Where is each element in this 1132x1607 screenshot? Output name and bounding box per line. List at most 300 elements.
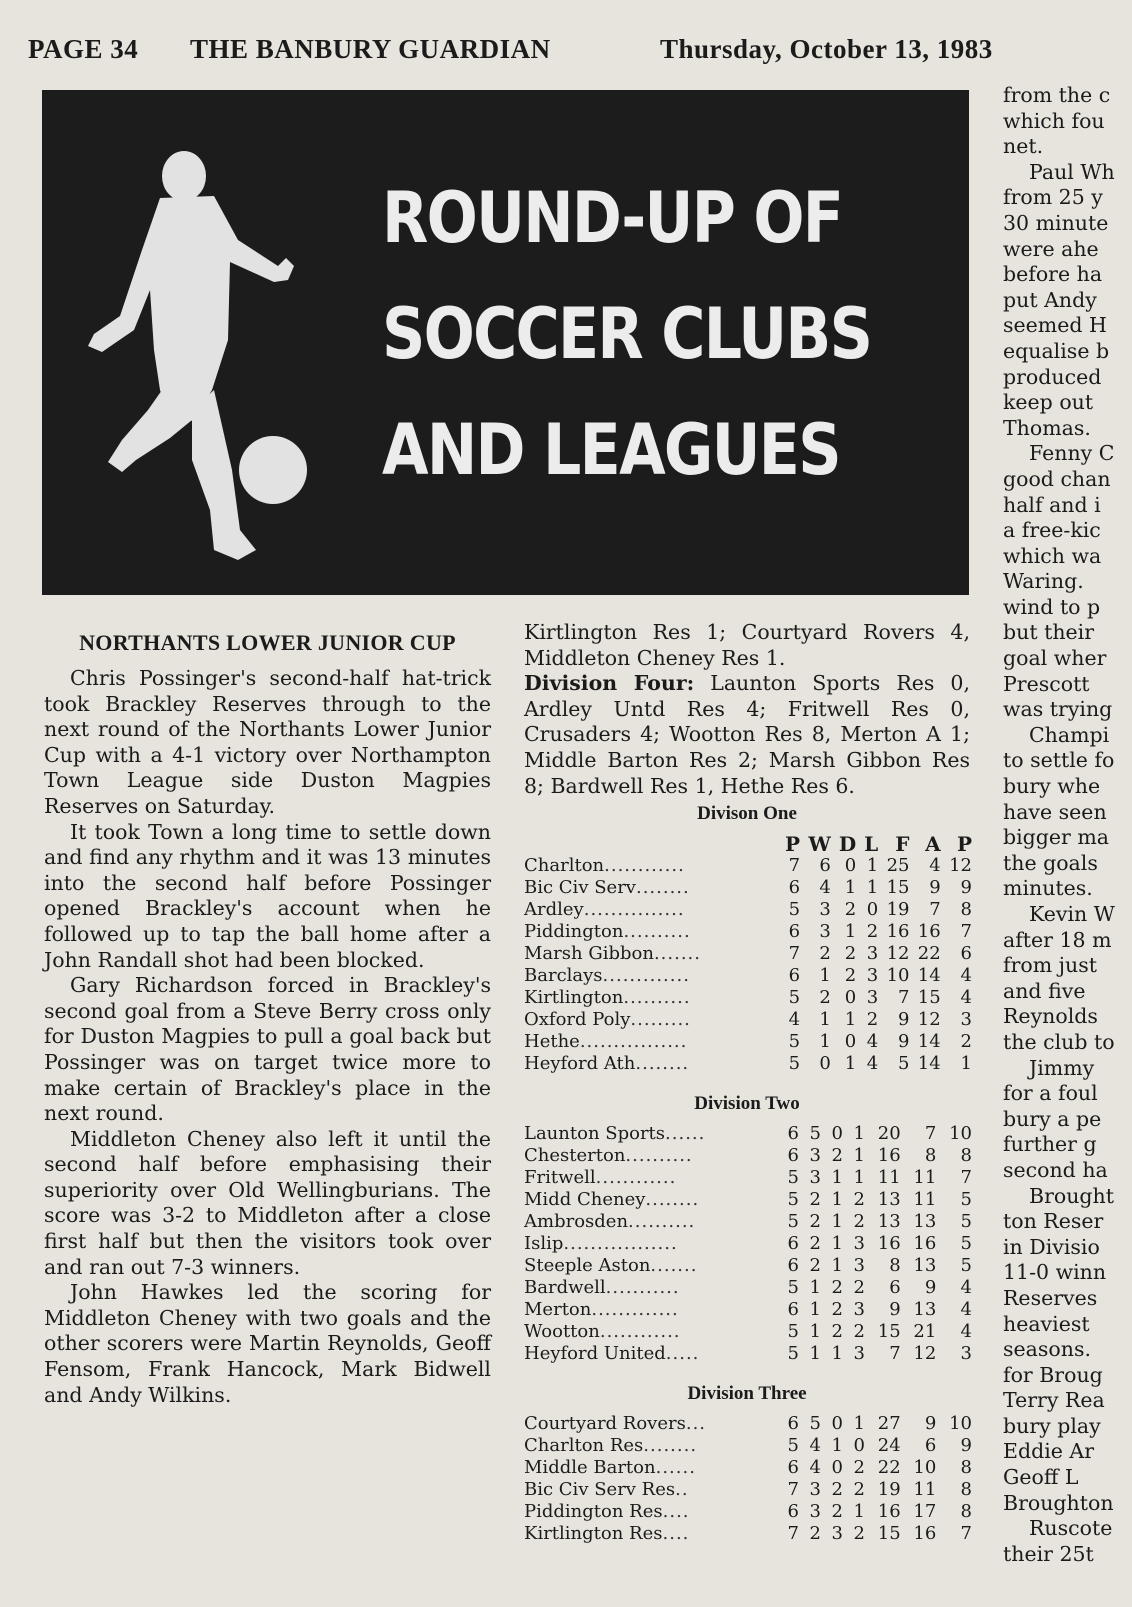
- column-line: from just: [1003, 953, 1098, 978]
- stat-cell: 6: [788, 877, 801, 899]
- stat-cell: 19: [877, 1479, 901, 1501]
- column-line: was trying: [1003, 697, 1113, 722]
- column-line: which wa: [1003, 543, 1102, 568]
- stat-cell: 16: [877, 1233, 901, 1255]
- stat-cell: 5: [960, 1233, 972, 1255]
- column-line: Kevin W: [1029, 902, 1115, 926]
- leader-dots: ............: [599, 1321, 681, 1343]
- column-line: equalise b: [1003, 338, 1110, 363]
- stat-cell: 2: [831, 1501, 843, 1523]
- stat-cell: 2: [809, 1189, 821, 1211]
- team-name: Wootton: [524, 1321, 600, 1343]
- stat-cell: 6: [788, 965, 801, 987]
- column-header: L: [864, 832, 879, 857]
- stat-cell: 13: [877, 1211, 901, 1233]
- stat-cell: 0: [831, 1413, 843, 1435]
- team-cell: [524, 1321, 784, 1343]
- team-name: Bardwell: [524, 1277, 606, 1299]
- table-row: [524, 1523, 979, 1545]
- column-line: after 18 m: [1003, 927, 1112, 952]
- stat-cell: 5: [787, 1435, 799, 1457]
- column-line: 30 minute: [1003, 210, 1109, 235]
- stat-cell: 6: [787, 1299, 799, 1321]
- column-line: Reynolds: [1003, 1004, 1098, 1029]
- team-name: Ambrosden: [524, 1211, 629, 1233]
- stat-cell: 11: [913, 1167, 937, 1189]
- stat-cell: 13: [913, 1299, 937, 1321]
- stat-cell: 1: [809, 1277, 821, 1299]
- stat-cell: 2: [844, 943, 857, 965]
- team-cell: [524, 1053, 784, 1075]
- stat-cell: 6: [787, 1501, 799, 1523]
- article-paragraph: Middleton Cheney also left it until the second half before emphasising their superiority over Old Wellingburians. The score was 3-2 to Middleton after a close first half but then the visitors took over and ran out 7-3 winners.: [44, 1126, 491, 1279]
- stat-cell: 1: [844, 1053, 857, 1075]
- stat-cell: 7: [788, 943, 801, 965]
- stat-cell: 3: [853, 1299, 865, 1321]
- column-line: which fou: [1003, 108, 1105, 133]
- stat-cell: 5: [787, 1321, 799, 1343]
- stat-cell: 1: [831, 1233, 843, 1255]
- column-line: Thomas.: [1003, 415, 1091, 440]
- column-line: Ruscote: [1029, 1516, 1113, 1541]
- stat-cell: 0: [831, 1457, 843, 1479]
- stat-cell: 25: [886, 855, 910, 877]
- stat-cell: 12: [949, 855, 972, 877]
- stat-cell: 9: [924, 1413, 937, 1435]
- table-row: [524, 1413, 979, 1435]
- column-line: produced: [1003, 364, 1102, 389]
- stat-cell: 4: [960, 1299, 972, 1321]
- team-name: Bic Civ Serv Res: [524, 1479, 676, 1501]
- stat-cell: 1: [866, 855, 879, 877]
- article-paragraph: Chris Possinger's second-half hat-trick took Brackley Reserves through to the next round of the Northants Lower Junior Cup with a 4-1 victory over Northampton Town League side Duston Magpies Reserves on Saturday.: [44, 666, 491, 818]
- stat-cell: 6: [787, 1457, 799, 1479]
- column-line: ton Reser: [1003, 1209, 1104, 1234]
- stat-cell: 8: [960, 1501, 972, 1523]
- banner-line-1: ROUND-UP OF: [382, 177, 843, 259]
- column-line: Reserves: [1003, 1285, 1098, 1310]
- stat-cell: 4: [960, 987, 972, 1009]
- column-line: Waring.: [1003, 569, 1084, 594]
- stat-cell: 17: [913, 1501, 937, 1523]
- table-row: [524, 877, 979, 899]
- stat-cell: 22: [917, 943, 941, 965]
- stat-cell: 3: [960, 1009, 972, 1031]
- stat-cell: 6: [960, 943, 972, 965]
- stat-cell: 1: [866, 877, 879, 899]
- stat-cell: 10: [886, 965, 910, 987]
- column-line: for Broug: [1003, 1362, 1103, 1387]
- leader-dots: ...............: [583, 899, 685, 921]
- stat-cell: 11: [913, 1479, 937, 1501]
- page-number: PAGE 34: [28, 34, 139, 64]
- stat-cell: 0: [853, 1435, 865, 1457]
- stat-cell: 4: [809, 1457, 821, 1479]
- table-row: [524, 1167, 979, 1189]
- column-line: before ha: [1003, 262, 1103, 287]
- stat-cell: 2: [853, 1211, 865, 1233]
- team-name: Midd Cheney: [524, 1189, 646, 1211]
- column-line: bury a pe: [1003, 1106, 1102, 1131]
- banner-line-3: AND LEAGUES: [382, 409, 840, 491]
- column-header: D: [838, 832, 857, 857]
- table-row: [524, 1435, 979, 1457]
- team-cell: [524, 1435, 784, 1457]
- column-line: seemed H: [1003, 313, 1107, 338]
- stat-cell: 4: [866, 1031, 879, 1053]
- team-cell: [524, 1031, 784, 1053]
- stat-cell: 1: [831, 1435, 843, 1457]
- stat-cell: 0: [831, 1123, 843, 1145]
- team-name: Fritwell: [524, 1167, 596, 1189]
- leader-dots: ...: [685, 1413, 707, 1435]
- table-row: [524, 965, 979, 987]
- stat-cell: 7: [788, 855, 801, 877]
- stat-cell: 15: [877, 1523, 901, 1545]
- column-line: Fenny C: [1029, 441, 1115, 466]
- stat-cell: 3: [831, 1523, 843, 1545]
- column-line: Broughton: [1003, 1490, 1114, 1515]
- table-row: [524, 1031, 979, 1053]
- team-cell: [524, 1523, 784, 1545]
- column-line: a free-kic: [1003, 518, 1101, 543]
- stat-cell: 16: [917, 921, 941, 943]
- stat-cell: 2: [853, 1457, 865, 1479]
- stat-cell: 1: [809, 1321, 821, 1343]
- stat-cell: 3: [809, 1501, 821, 1523]
- stat-cell: 4: [866, 1053, 879, 1075]
- team-name: Charlton Res: [524, 1435, 644, 1457]
- stat-cell: 7: [929, 899, 941, 921]
- team-cell: [524, 1277, 784, 1299]
- stat-cell: 2: [809, 1211, 821, 1233]
- stat-cell: 1: [853, 1123, 865, 1145]
- stat-cell: 2: [853, 1277, 865, 1299]
- stat-cell: 1: [819, 1009, 831, 1031]
- stat-cell: 16: [913, 1523, 937, 1545]
- team-name: Middle Barton: [524, 1457, 656, 1479]
- column-line: for a foul: [1003, 1081, 1098, 1106]
- league-table: [524, 833, 979, 1075]
- column-line: Prescott: [1003, 671, 1090, 696]
- column-line: to settle fo: [1003, 748, 1115, 773]
- stat-cell: 3: [866, 943, 879, 965]
- stat-cell: 3: [853, 1233, 865, 1255]
- stat-cell: 6: [924, 1435, 937, 1457]
- column-line: Champi: [1029, 722, 1110, 747]
- stat-cell: 8: [960, 1145, 972, 1167]
- column-line: Terry Rea: [1003, 1388, 1105, 1413]
- stat-cell: 4: [960, 1277, 972, 1299]
- issue-date: Thursday, October 13, 1983: [660, 34, 993, 64]
- stat-cell: 11: [913, 1189, 937, 1211]
- column-line: but their: [1003, 620, 1095, 645]
- column-header: P: [956, 832, 972, 857]
- team-cell: [524, 1123, 784, 1145]
- team-name: Hethe: [524, 1031, 580, 1053]
- division-four-label: Division Four:: [524, 671, 695, 696]
- stat-cell: 15: [886, 877, 910, 899]
- masthead: [28, 34, 1128, 65]
- stat-cell: 2: [809, 1233, 821, 1255]
- results-paragraph: Kirtlington Res 1; Courtyard Rovers 4, Middleton Cheney Res 1.: [524, 620, 970, 670]
- leader-dots: ............: [604, 855, 685, 877]
- stat-cell: 9: [898, 1031, 910, 1053]
- leader-dots: .............: [602, 965, 690, 987]
- team-name: Courtyard Rovers: [524, 1413, 686, 1435]
- team-cell: [524, 1413, 784, 1435]
- table-row: [524, 1145, 979, 1167]
- stat-cell: 2: [866, 921, 879, 943]
- leader-dots: ......: [655, 1457, 696, 1479]
- stat-cell: 2: [831, 1277, 843, 1299]
- league-table-title: Division Two: [694, 1093, 800, 1115]
- stat-cell: 6: [787, 1123, 799, 1145]
- stat-cell: 12: [913, 1343, 937, 1365]
- stat-cell: 10: [949, 1123, 972, 1145]
- stat-cell: 14: [917, 1053, 941, 1075]
- article-paragraph: John Hawkes led the scoring for Middleton Cheney with two goals and the other scorers were Martin Reynolds, Geoff Fensom, Frank Hancock, Mark Bidwell and Andy Wilkins.: [44, 1280, 491, 1407]
- stat-cell: 16: [877, 1145, 901, 1167]
- stat-cell: 1: [853, 1413, 865, 1435]
- stat-cell: 3: [853, 1343, 865, 1365]
- leader-dots: .......: [653, 943, 701, 965]
- team-cell: [524, 899, 784, 921]
- column-header: A: [925, 832, 941, 857]
- stat-cell: 21: [913, 1321, 937, 1343]
- leader-dots: ........: [635, 1053, 690, 1075]
- stat-cell: 2: [853, 1321, 865, 1343]
- stat-cell: 2: [831, 1145, 843, 1167]
- stat-cell: 8: [889, 1255, 901, 1277]
- stat-cell: 13: [877, 1189, 901, 1211]
- stat-cell: 4: [929, 855, 941, 877]
- stat-cell: 2: [831, 1299, 843, 1321]
- stat-cell: 16: [913, 1233, 937, 1255]
- stat-cell: 8: [960, 899, 972, 921]
- stat-cell: 1: [844, 1009, 857, 1031]
- leader-dots: ....: [662, 1501, 690, 1523]
- stat-cell: 3: [866, 987, 879, 1009]
- stat-cell: 5: [960, 1189, 972, 1211]
- stat-cell: 5: [788, 1031, 801, 1053]
- column-line: Geoff L: [1003, 1465, 1079, 1490]
- table-row: [524, 921, 979, 943]
- stat-cell: 2: [853, 1189, 865, 1211]
- stat-cell: 0: [844, 987, 857, 1009]
- stat-cell: 6: [788, 921, 801, 943]
- stat-cell: 1: [809, 1343, 821, 1365]
- stat-cell: 7: [889, 1343, 901, 1365]
- leader-dots: ..........: [623, 921, 691, 943]
- stat-cell: 2: [853, 1523, 865, 1545]
- stat-cell: 20: [877, 1123, 901, 1145]
- leader-dots: ..........: [623, 987, 691, 1009]
- stat-cell: 1: [831, 1255, 843, 1277]
- stat-cell: 1: [844, 877, 857, 899]
- stat-cell: 3: [809, 1145, 821, 1167]
- stat-cell: 7: [960, 1167, 972, 1189]
- stat-cell: 1: [809, 1299, 821, 1321]
- team-name: Charlton: [524, 855, 605, 877]
- team-name: Heyford United: [524, 1343, 666, 1365]
- stat-cell: 8: [924, 1145, 937, 1167]
- stat-cell: 6: [889, 1277, 901, 1299]
- team-name: Kirtlington Res: [524, 1523, 663, 1545]
- table-row: [524, 987, 979, 1009]
- article-column-2: [524, 620, 970, 1545]
- column-line: net.: [1003, 134, 1044, 159]
- column-line: 11-0 winn: [1003, 1260, 1107, 1285]
- league-table: [524, 1413, 979, 1545]
- team-cell: [524, 855, 784, 877]
- stat-cell: 8: [960, 1479, 972, 1501]
- stat-cell: 7: [787, 1479, 799, 1501]
- leader-dots: ............: [595, 1167, 677, 1189]
- table-row: [524, 899, 979, 921]
- column-line: heaviest: [1003, 1311, 1090, 1336]
- stat-cell: 3: [853, 1255, 865, 1277]
- stat-cell: 7: [787, 1523, 799, 1545]
- leader-dots: .......: [650, 1255, 698, 1277]
- stat-cell: 12: [917, 1009, 941, 1031]
- table-row: [524, 1233, 979, 1255]
- team-name: Merton: [524, 1299, 592, 1321]
- stat-cell: 2: [866, 1009, 879, 1031]
- stat-cell: 8: [960, 1457, 972, 1479]
- stat-cell: 7: [898, 987, 910, 1009]
- team-name: Launton Sports: [524, 1123, 666, 1145]
- stat-cell: 22: [877, 1457, 901, 1479]
- article-headline: NORTHANTS LOWER JUNIOR CUP: [79, 630, 456, 655]
- stat-cell: 10: [913, 1457, 937, 1479]
- stat-cell: 2: [853, 1479, 865, 1501]
- stat-cell: 1: [819, 965, 831, 987]
- team-cell: [524, 1501, 784, 1523]
- header-blank: [524, 833, 784, 855]
- stat-cell: 2: [844, 965, 857, 987]
- stat-cell: 2: [809, 1255, 821, 1277]
- stat-cell: 2: [831, 1479, 843, 1501]
- division-four-results: Launton Sports Res 0, Ardley Untd Res 4; Fritwell Res 0, Crusaders 4; Wootton Res 8, Merton A 1; Middle Barton Res 2; Marsh Gibbon Res 8; Bardwell Res 1, Hethe Res 6.: [524, 671, 970, 798]
- team-cell: [524, 1457, 784, 1479]
- leader-dots: ...........: [605, 1277, 680, 1299]
- column-line: in Divisio: [1003, 1234, 1100, 1259]
- stat-cell: 1: [853, 1145, 865, 1167]
- stat-cell: 6: [787, 1255, 799, 1277]
- table-row: [524, 1321, 979, 1343]
- team-cell: [524, 1255, 784, 1277]
- stat-cell: 19: [886, 899, 910, 921]
- leader-dots: .........: [630, 1009, 691, 1031]
- leader-dots: ..........: [625, 1145, 693, 1167]
- leader-dots: ........: [635, 877, 690, 899]
- leader-dots: ........: [643, 1435, 698, 1457]
- stat-cell: 2: [831, 1321, 843, 1343]
- team-name: Marsh Gibbon: [524, 943, 654, 965]
- article-paragraph: Gary Richardson forced in Brackley's second goal from a Steve Berry cross only for Duston Magpies to pull a goal back but Possinger was on target twice more to make certain of Brackley's place in the next round.: [44, 973, 491, 1126]
- column-line: their 25t: [1003, 1541, 1094, 1566]
- league-tables: [524, 803, 970, 1545]
- stat-cell: 5: [898, 1053, 910, 1075]
- column-line: minutes.: [1003, 876, 1093, 901]
- stat-cell: 4: [809, 1435, 821, 1457]
- stat-cell: 4: [960, 965, 972, 987]
- team-name: Bic Civ Serv: [524, 877, 636, 899]
- stat-cell: 11: [877, 1167, 901, 1189]
- column-line: the goals: [1003, 850, 1098, 875]
- article-column-1: [44, 630, 491, 1408]
- stat-cell: 5: [788, 1053, 801, 1075]
- stat-cell: 5: [809, 1413, 821, 1435]
- column-header: P: [784, 832, 801, 857]
- table-row: [524, 1189, 979, 1211]
- team-cell: [524, 877, 784, 899]
- table-row: [524, 943, 979, 965]
- table-row: [524, 1009, 979, 1031]
- leader-dots: ..: [675, 1479, 689, 1501]
- table-spacer: [524, 1075, 970, 1089]
- stat-cell: 0: [844, 855, 857, 877]
- team-cell: [524, 1189, 784, 1211]
- stat-cell: 2: [819, 987, 831, 1009]
- stat-cell: 9: [924, 1277, 937, 1299]
- stat-cell: 5: [960, 1255, 972, 1277]
- stat-cell: 2: [819, 943, 831, 965]
- team-name: Steeple Aston: [524, 1255, 651, 1277]
- column-line: were ahe: [1003, 236, 1099, 261]
- article-paragraph: It took Town a long time to settle down and find any rhythm and it was 13 minutes into the second half before Possinger opened Brackley's account when he followed up to tap the ball home after a John Randall shot had been blocked.: [44, 819, 491, 972]
- team-name: Chesterton: [524, 1145, 626, 1167]
- table-row: [524, 1299, 979, 1321]
- stat-cell: 6: [787, 1145, 799, 1167]
- stat-cell: 9: [960, 1435, 972, 1457]
- banner-headline: [382, 160, 871, 508]
- leader-dots: ................: [579, 1031, 688, 1053]
- stat-cell: 0: [819, 1053, 831, 1075]
- column-header: F: [895, 832, 910, 857]
- team-cell: [524, 987, 784, 1009]
- stat-cell: 10: [949, 1413, 972, 1435]
- team-name: Islip: [524, 1233, 564, 1255]
- column-line: half and i: [1003, 492, 1101, 517]
- stat-cell: 1: [853, 1167, 865, 1189]
- leader-dots: .............: [591, 1299, 679, 1321]
- team-name: Ardley: [524, 899, 584, 921]
- stat-cell: 5: [809, 1123, 821, 1145]
- stat-cell: 0: [866, 899, 879, 921]
- team-cell: [524, 965, 784, 987]
- stat-cell: 13: [913, 1211, 937, 1233]
- column-line: the club to: [1003, 1029, 1115, 1054]
- column-line: bigger ma: [1003, 825, 1110, 850]
- column-line: Brought: [1029, 1183, 1114, 1208]
- leader-dots: ......: [665, 1123, 706, 1145]
- stat-cell: 0: [844, 1031, 857, 1053]
- table-row: [524, 1457, 979, 1479]
- column-line: have seen: [1003, 799, 1107, 824]
- team-cell: [524, 1211, 784, 1233]
- stat-cell: 5: [787, 1167, 799, 1189]
- stat-cell: 5: [788, 987, 801, 1009]
- column-line: further g: [1003, 1132, 1097, 1157]
- stat-cell: 2: [844, 899, 857, 921]
- stat-cell: 5: [788, 899, 801, 921]
- column-header: W: [808, 832, 831, 857]
- stat-cell: 2: [960, 1031, 972, 1053]
- team-name: Piddington Res: [524, 1501, 663, 1523]
- stat-cell: 5: [787, 1343, 799, 1365]
